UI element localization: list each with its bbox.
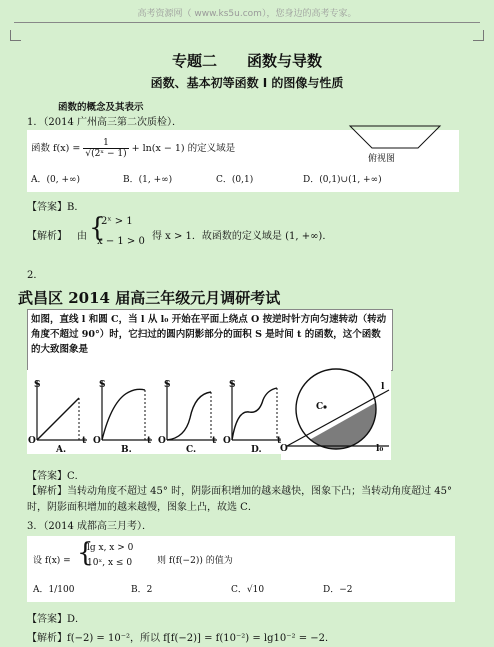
q1-option-b: B．(1, +∞): [123, 175, 173, 185]
q2-answer: [27, 467, 85, 482]
line-l0-label: l₀: [376, 444, 384, 454]
graph-b-axis-t: t: [147, 436, 152, 446]
q3-option-a: A．1/100: [33, 585, 75, 595]
graph-d-label: D.: [251, 445, 262, 455]
trapezoid-shape: [350, 126, 440, 148]
q1-frac-den: √(2ˣ − 1): [85, 149, 127, 159]
q3-answer: [27, 610, 85, 625]
q1-stem-prefix: 函数 f(x) =: [31, 143, 81, 154]
q1-side-caption: 俯视图: [368, 154, 396, 164]
graph-b: [102, 380, 152, 440]
q1-stem: [31, 138, 235, 159]
q2-circle-figure: [281, 364, 391, 460]
graph-c-origin: O: [158, 436, 166, 446]
q1-analysis-line1: 2ˣ > 1: [101, 216, 133, 227]
graph-d-axis-t: t: [277, 436, 282, 446]
graph-b-origin: O: [93, 436, 101, 446]
header-rule: [14, 22, 480, 23]
q1-stem-suffix: + ln(x − 1) 的定义域是: [131, 143, 236, 154]
graph-b-axis-s: S: [99, 380, 106, 390]
page-title: 专题二 函数与导数: [171, 52, 322, 70]
q3-case2: 10ˣ, x ≤ 0: [87, 558, 133, 568]
graph-a-label: A.: [56, 445, 67, 455]
q2-exam-title: 武昌区 2014 届高三年级元月调研考试: [18, 289, 281, 307]
q3-case1: lg x, x > 0: [87, 543, 134, 553]
q1-analysis-intro: 由: [77, 231, 87, 242]
q3-option-c: C．√10: [231, 585, 265, 595]
q3-number: 3．（2014 成都高三月考）．: [27, 521, 152, 532]
q1-answer-label: 【答案】: [27, 202, 67, 213]
q1-answer: [27, 198, 84, 213]
q1-analysis-label: 【解析】: [27, 231, 67, 242]
q2-analysis-text: 当转动角度不超过 45° 时，阴影面积增加的越来越快，图象下凸；当转动角度超过 45° 时，阴影面积增加的越来越慢，图象上凸，故选 C．: [27, 486, 452, 513]
q1-option-a: A．(0, +∞): [31, 175, 81, 185]
circle-label: C: [316, 402, 324, 412]
q1-brace: {: [89, 213, 106, 243]
q2-analysis-label: 【解析】: [27, 486, 67, 497]
center-point: [323, 405, 326, 408]
page-subtitle: 函数、基本初等函数 I 的图像与性质: [150, 76, 344, 90]
graph-c-axis-s: S: [164, 380, 171, 390]
q3-analysis-label: 【解析】: [27, 633, 67, 644]
corner-mark-left: [10, 30, 21, 41]
graph-a-axis-s: S: [34, 380, 41, 390]
graph-c-axis-t: t: [212, 436, 217, 446]
q1-number: 1．（2014 广州高三第二次质检）．: [27, 117, 182, 128]
q3-option-d: D．−2: [323, 585, 353, 595]
q3-answer-label: 【答案】: [27, 614, 67, 625]
graph-c: [167, 380, 217, 440]
q1-analysis-line2: x − 1 > 0: [97, 236, 145, 247]
graph-d-axis-s: S: [229, 380, 236, 390]
q2-number: 2．: [27, 270, 44, 281]
q3-analysis: [27, 629, 335, 644]
graph-d-origin: O: [223, 436, 231, 446]
page-header-source: 高考资源网（ www.ks5u.com），您身边的高考专家。: [137, 9, 357, 19]
figure-origin: O: [280, 444, 288, 454]
q3-analysis-text: f(−2) = 10⁻²，所以 f[f(−2)] = f(10⁻²) = lg10⁻² = −2．: [67, 633, 335, 644]
q1-option-c: C．(0,1): [216, 175, 254, 185]
q2-analysis: [27, 484, 467, 516]
q1-fraction: [83, 138, 128, 159]
q3-stem-suffix: 则 f(f(−2)) 的值为: [157, 556, 233, 566]
graph-a-origin: O: [28, 436, 36, 446]
section-heading: 函数的概念及其表示: [58, 102, 144, 113]
graph-d: [232, 380, 282, 440]
q3-answer-value: D．: [67, 614, 86, 625]
graph-c-label: C.: [186, 445, 197, 455]
q3-option-b: B．2: [131, 585, 153, 595]
q1-frac-num: 1: [83, 138, 128, 149]
q3-brace: {: [77, 538, 94, 568]
graph-a-axis-t: t: [82, 436, 87, 446]
q1-answer-value: B．: [67, 202, 85, 213]
q1-analysis-rest: 得 x > 1．故函数的定义域是 (1, +∞)．: [152, 231, 333, 242]
q2-stem: 如图，直线 l 和圆 C，当 l 从 l₀ 开始在平面上绕点 O 按逆时针方向匀速转动（转动角度不超过 90°）时，它扫过的圆内阴影部分的面积 S 是时间 t 的函数，这个函数的大致图象是: [31, 314, 387, 355]
q2-answer-label: 【答案】: [27, 471, 67, 482]
graph-a: [37, 380, 87, 440]
line-l-label: l: [381, 382, 385, 392]
q3-stem-prefix: 设 f(x) =: [33, 556, 71, 566]
graph-b-label: B.: [121, 445, 132, 455]
corner-mark-right: [473, 30, 484, 41]
q1-option-d: D．(0,1)∪(1, +∞): [303, 175, 382, 185]
q2-answer-value: C．: [67, 471, 85, 482]
shaded-region: [281, 394, 391, 460]
